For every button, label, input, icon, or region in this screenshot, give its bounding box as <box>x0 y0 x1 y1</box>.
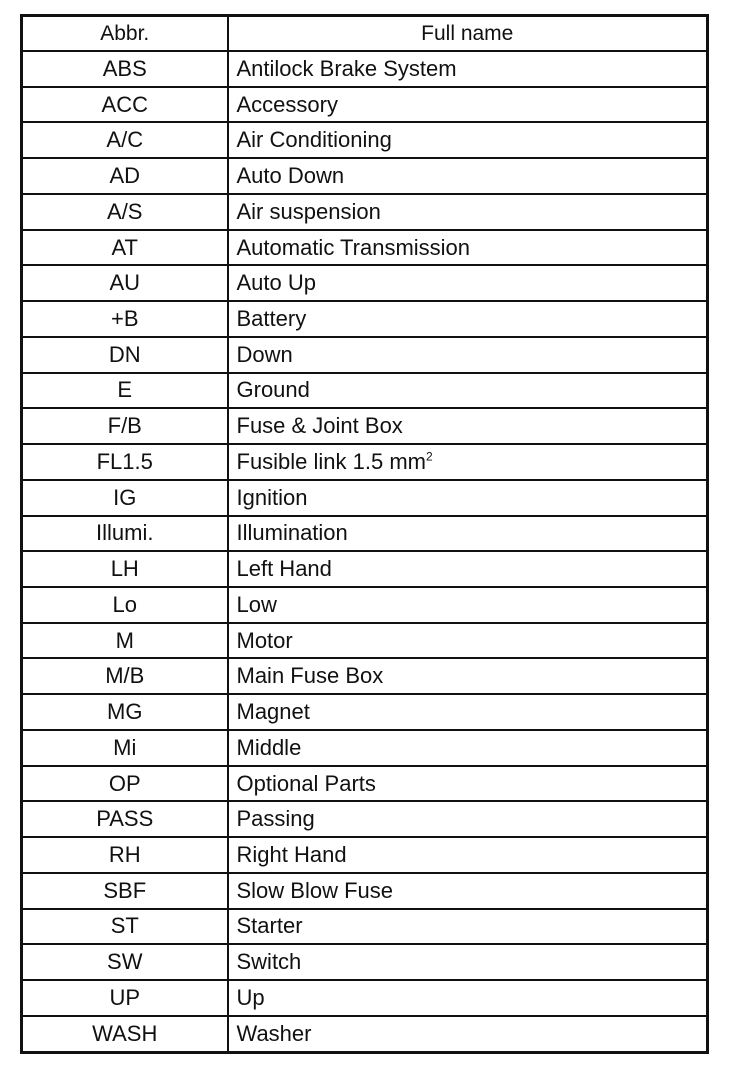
table-row <box>22 944 708 980</box>
full-name-cell <box>228 444 708 480</box>
table-row <box>22 444 708 480</box>
full-name-text: Slow Blow Fuse <box>236 877 394 903</box>
full-name-text: Middle <box>236 734 302 760</box>
table-row <box>22 265 708 301</box>
table-row <box>22 51 708 87</box>
full-name-text: Fusible link 1.5 mm <box>236 448 427 474</box>
full-name-text: Switch <box>236 949 302 975</box>
full-name-text: Low <box>236 591 277 617</box>
full-name-cell <box>228 551 708 587</box>
abbr-cell: A/S <box>22 194 228 230</box>
table-row <box>22 1016 708 1053</box>
full-name-cell <box>228 230 708 266</box>
full-name-cell <box>228 837 708 873</box>
table-row <box>22 122 708 158</box>
header-full-name: Full name <box>228 16 708 52</box>
full-name-text: Auto Down <box>236 163 345 189</box>
table-row <box>22 480 708 516</box>
full-name-cell <box>228 766 708 802</box>
table-row <box>22 909 708 945</box>
table-row <box>22 516 708 552</box>
abbr-cell: ST <box>22 909 228 945</box>
table-row <box>22 837 708 873</box>
abbr-cell: WASH <box>22 1016 228 1053</box>
table-row <box>22 980 708 1016</box>
table-row <box>22 87 708 123</box>
abbr-cell: RH <box>22 837 228 873</box>
table-header-row <box>22 16 708 52</box>
abbr-cell: E <box>22 373 228 409</box>
table-row <box>22 587 708 623</box>
abbr-cell: MG <box>22 694 228 730</box>
abbr-cell: AD <box>22 158 228 194</box>
abbr-cell: OP <box>22 766 228 802</box>
full-name-text: Passing <box>236 806 315 832</box>
table-row <box>22 337 708 373</box>
abbr-cell: IG <box>22 480 228 516</box>
full-name-text: Optional Parts <box>236 770 376 796</box>
full-name-cell <box>228 337 708 373</box>
full-name-cell <box>228 480 708 516</box>
abbr-cell: UP <box>22 980 228 1016</box>
abbr-cell: SBF <box>22 873 228 909</box>
full-name-text: Starter <box>236 913 303 939</box>
abbreviation-table <box>20 14 709 1054</box>
abbr-cell: Mi <box>22 730 228 766</box>
table-row <box>22 158 708 194</box>
full-name-cell <box>228 909 708 945</box>
full-name-text: Right Hand <box>236 842 347 868</box>
full-name-text: Ground <box>236 377 310 403</box>
full-name-cell <box>228 658 708 694</box>
abbr-cell: A/C <box>22 122 228 158</box>
table-row <box>22 230 708 266</box>
full-name-text: Magnet <box>236 699 310 725</box>
full-name-text: Down <box>236 341 293 367</box>
full-name-cell <box>228 1016 708 1053</box>
full-name-text: Up <box>236 984 265 1010</box>
abbr-cell: ABS <box>22 51 228 87</box>
full-name-cell <box>228 301 708 337</box>
full-name-cell <box>228 801 708 837</box>
full-name-text: Air suspension <box>236 198 381 224</box>
full-name-cell <box>228 516 708 552</box>
full-name-text: Automatic Transmission <box>236 234 471 260</box>
full-name-text: Main Fuse Box <box>236 663 384 689</box>
full-name-text: Battery <box>236 306 307 331</box>
abbr-cell: F/B <box>22 408 228 444</box>
table-row <box>22 766 708 802</box>
abbr-cell: M <box>22 623 228 659</box>
table-row <box>22 373 708 409</box>
table-row <box>22 623 708 659</box>
full-name-cell <box>228 730 708 766</box>
abbr-cell: Illumi. <box>22 516 228 552</box>
table-row <box>22 694 708 730</box>
full-name-text: Auto Up <box>236 270 316 296</box>
table-row <box>22 551 708 587</box>
abbr-cell: FL1.5 <box>22 444 228 480</box>
abbr-cell: LH <box>22 551 228 587</box>
table-row <box>22 408 708 444</box>
full-name-text: Accessory <box>236 91 338 117</box>
full-name-text: Ignition <box>236 484 308 510</box>
full-name-cell <box>228 265 708 301</box>
abbr-cell: ACC <box>22 87 228 123</box>
abbr-cell: M/B <box>22 658 228 694</box>
full-name-cell <box>228 623 708 659</box>
full-name-text: Left Hand <box>236 556 332 582</box>
full-name-text: Illumination <box>236 520 348 546</box>
table-row <box>22 873 708 909</box>
table-row <box>22 658 708 694</box>
header-abbr: Abbr. <box>22 16 228 52</box>
full-name-cell <box>228 587 708 623</box>
full-name-text: Washer <box>236 1020 312 1046</box>
unit-superscript: 2 <box>426 449 433 464</box>
full-name-text: Fuse & Joint Box <box>236 413 403 439</box>
abbr-cell: +B <box>22 301 228 337</box>
table-row <box>22 301 708 337</box>
full-name-cell <box>228 51 708 87</box>
full-name-cell <box>228 87 708 123</box>
full-name-cell <box>228 944 708 980</box>
table-row <box>22 194 708 230</box>
full-name-cell <box>228 980 708 1016</box>
full-name-cell <box>228 122 708 158</box>
abbr-cell: DN <box>22 337 228 373</box>
abbr-cell: AU <box>22 265 228 301</box>
abbr-cell: AT <box>22 230 228 266</box>
abbr-cell: Lo <box>22 587 228 623</box>
full-name-cell <box>228 158 708 194</box>
full-name-cell <box>228 373 708 409</box>
table-row <box>22 730 708 766</box>
full-name-cell <box>228 694 708 730</box>
table-row <box>22 801 708 837</box>
table-body <box>22 51 708 1053</box>
full-name-cell <box>228 873 708 909</box>
abbr-cell: PASS <box>22 801 228 837</box>
full-name-text: Air Conditioning <box>236 127 392 153</box>
abbr-cell: SW <box>22 944 228 980</box>
full-name-cell <box>228 408 708 444</box>
full-name-text: Antilock Brake System <box>236 55 457 81</box>
full-name-cell <box>228 194 708 230</box>
full-name-text: Motor <box>236 627 293 653</box>
